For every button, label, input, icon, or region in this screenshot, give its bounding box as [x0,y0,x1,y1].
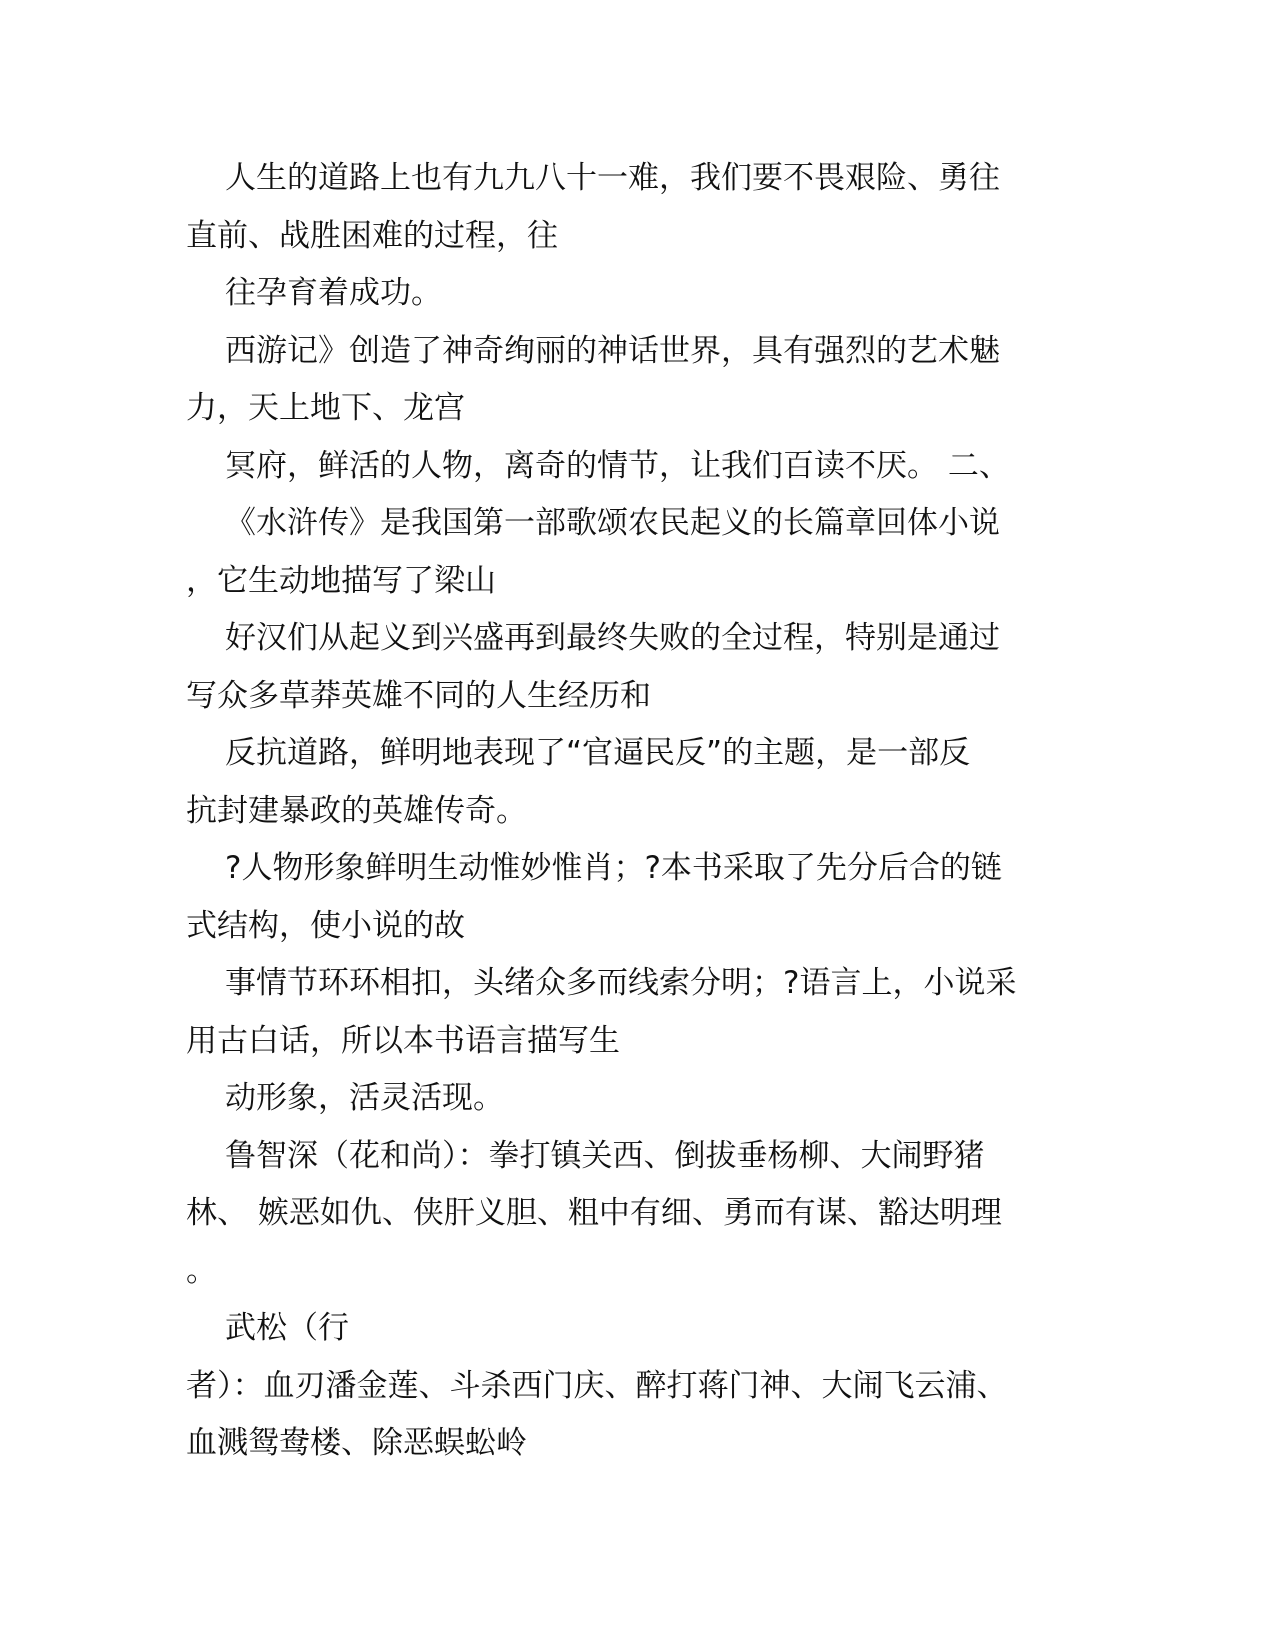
text-line: ，它生动地描写了梁山 [186,562,496,599]
text-line: 林、 嫉恶如仇、侠肝义胆、粗中有细、勇而有谋、豁达明理 [186,1195,1002,1231]
text-line: 好汉们从起义到兴盛再到最终失败的全过程，特别是通过 [225,620,1000,656]
text-line: 往孕育着成功。 [225,275,442,311]
text-line: 鲁智深（花和尚）：拳打镇关西、倒拔垂杨柳、大闹野猪 [225,1137,985,1174]
body-text [186,150,1086,1473]
text-line: 式结构，使小说的故 [186,907,465,944]
text-line: 。 [186,1252,217,1289]
text-line: 用古白话，所以本书语言描写生 [186,1022,620,1059]
text-line: 武松（行 [225,1310,349,1346]
text-line: 西游记》创造了神奇绚丽的神话世界，具有强烈的艺术魅 [225,332,1000,369]
text-line: 力，天上地下、龙宫 [186,390,465,426]
text-line: 反抗道路，鲜明地表现了“官逼民反”的主题，是一部反 [225,735,971,771]
text-line: 《水浒传》是我国第一部歌颂农民起义的长篇章回体小说 [225,505,1000,541]
text-line: 事情节环环相扣，头绪众多而线索分明；?语言上，小说采 [225,965,1017,1001]
text-line: 者）：血刃潘金莲、斗杀西门庆、醉打蒋门神、大闹飞云浦、 [186,1367,1008,1404]
text-line: 人生的道路上也有九九八十一难，我们要不畏艰险、勇往 [225,160,1000,196]
text-line: 冥府，鲜活的人物，离奇的情节，让我们百读不厌。 二、 [225,447,1010,484]
text-line: ?人物形象鲜明生动惟妙惟肖；?本书采取了先分后合的链 [225,850,1002,886]
text-line: 写众多草莽英雄不同的人生经历和 [186,677,651,714]
text-line: 动形象，活灵活现。 [225,1080,504,1116]
text-line: 血溅鸳鸯楼、除恶蜈蚣岭 [186,1425,527,1461]
text-line: 直前、战胜困难的过程，往 [186,217,558,254]
text-line: 抗封建暴政的英雄传奇。 [186,792,527,829]
